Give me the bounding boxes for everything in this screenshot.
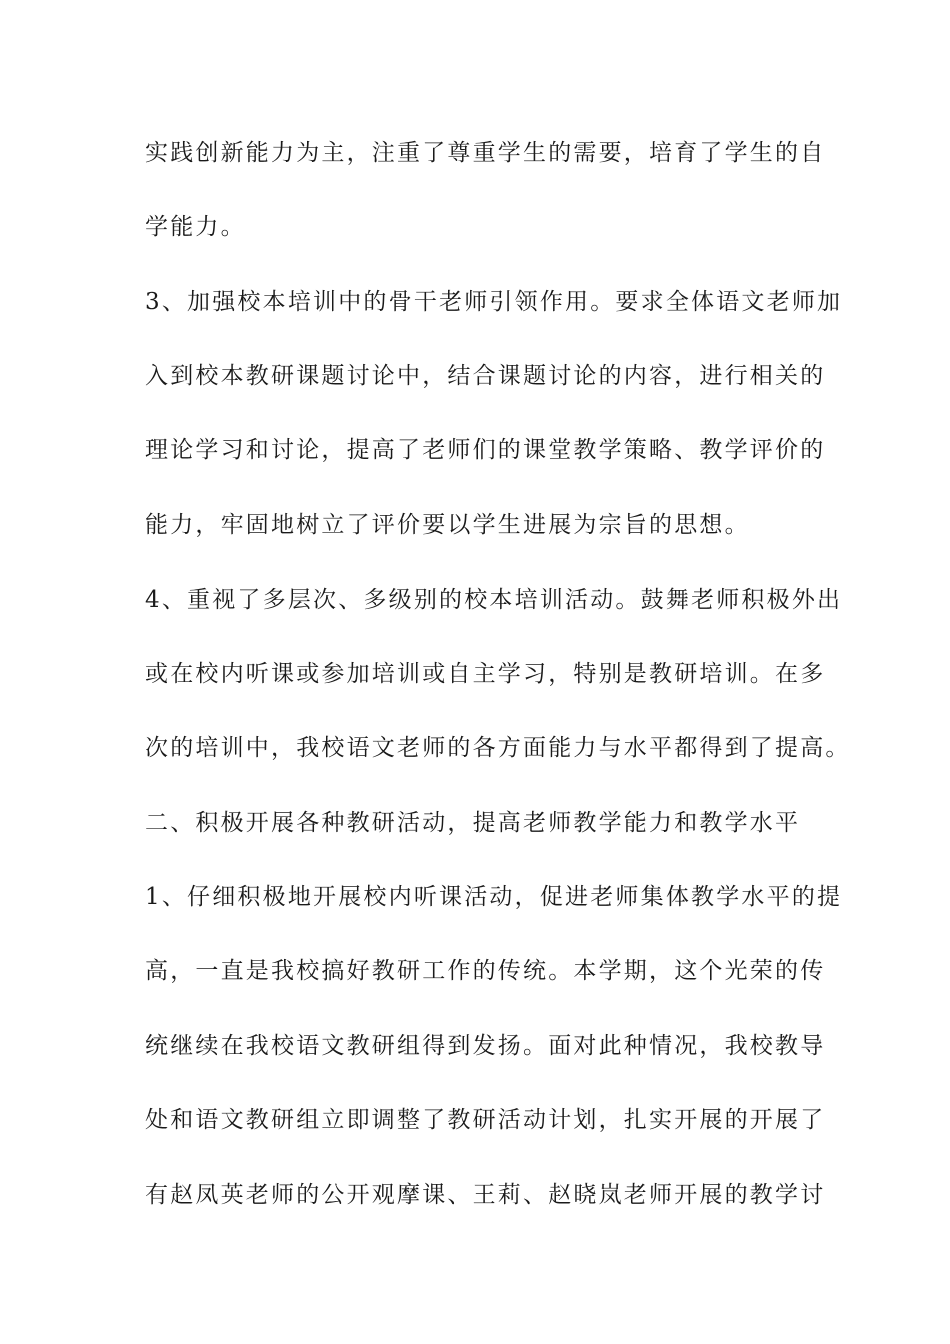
text-line: 理论学习和讨论，提高了老师们的课堂教学策略、教学评价的 (145, 437, 826, 463)
text-line: 高，一直是我校搞好教研工作的传统。本学期，这个光荣的传 (145, 958, 826, 984)
text-line: 处和语文教研组立即调整了教研活动计划，扎实开展的开展了 (145, 1107, 826, 1133)
text-line: 有赵凤英老师的公开观摩课、王莉、赵晓岚老师开展的教学讨 (145, 1182, 826, 1208)
text-line: 统继续在我校语文教研组得到发扬。面对此种情况，我校教导 (145, 1033, 826, 1059)
text-line: 入到校本教研课题讨论中，结合课题讨论的内容，进行相关的 (145, 363, 826, 389)
text-line: 4、重视了多层次、多级别的校本培训活动。鼓舞老师积极外出 (145, 587, 843, 613)
text-line: 3、加强校本培训中的骨干老师引领作用。要求全体语文老师加 (145, 289, 843, 315)
text-line: 能力，牢固地树立了评价要以学生进展为宗旨的思想。 (145, 512, 750, 538)
text-line: 次的培训中，我校语文老师的各方面能力与水平都得到了提高。 (145, 735, 851, 761)
text-line: 或在校内听课或参加培训或自主学习，特别是教研培训。在多 (145, 661, 826, 687)
text-line: 实践创新能力为主，注重了尊重学生的需要，培育了学生的自 (145, 140, 826, 166)
text-line: 学能力。 (145, 214, 246, 240)
section-heading: 二、积极开展各种教研活动，提高老师教学能力和教学水平 (145, 810, 801, 836)
text-line: 1、仔细积极地开展校内听课活动，促进老师集体教学水平的提 (145, 884, 843, 910)
